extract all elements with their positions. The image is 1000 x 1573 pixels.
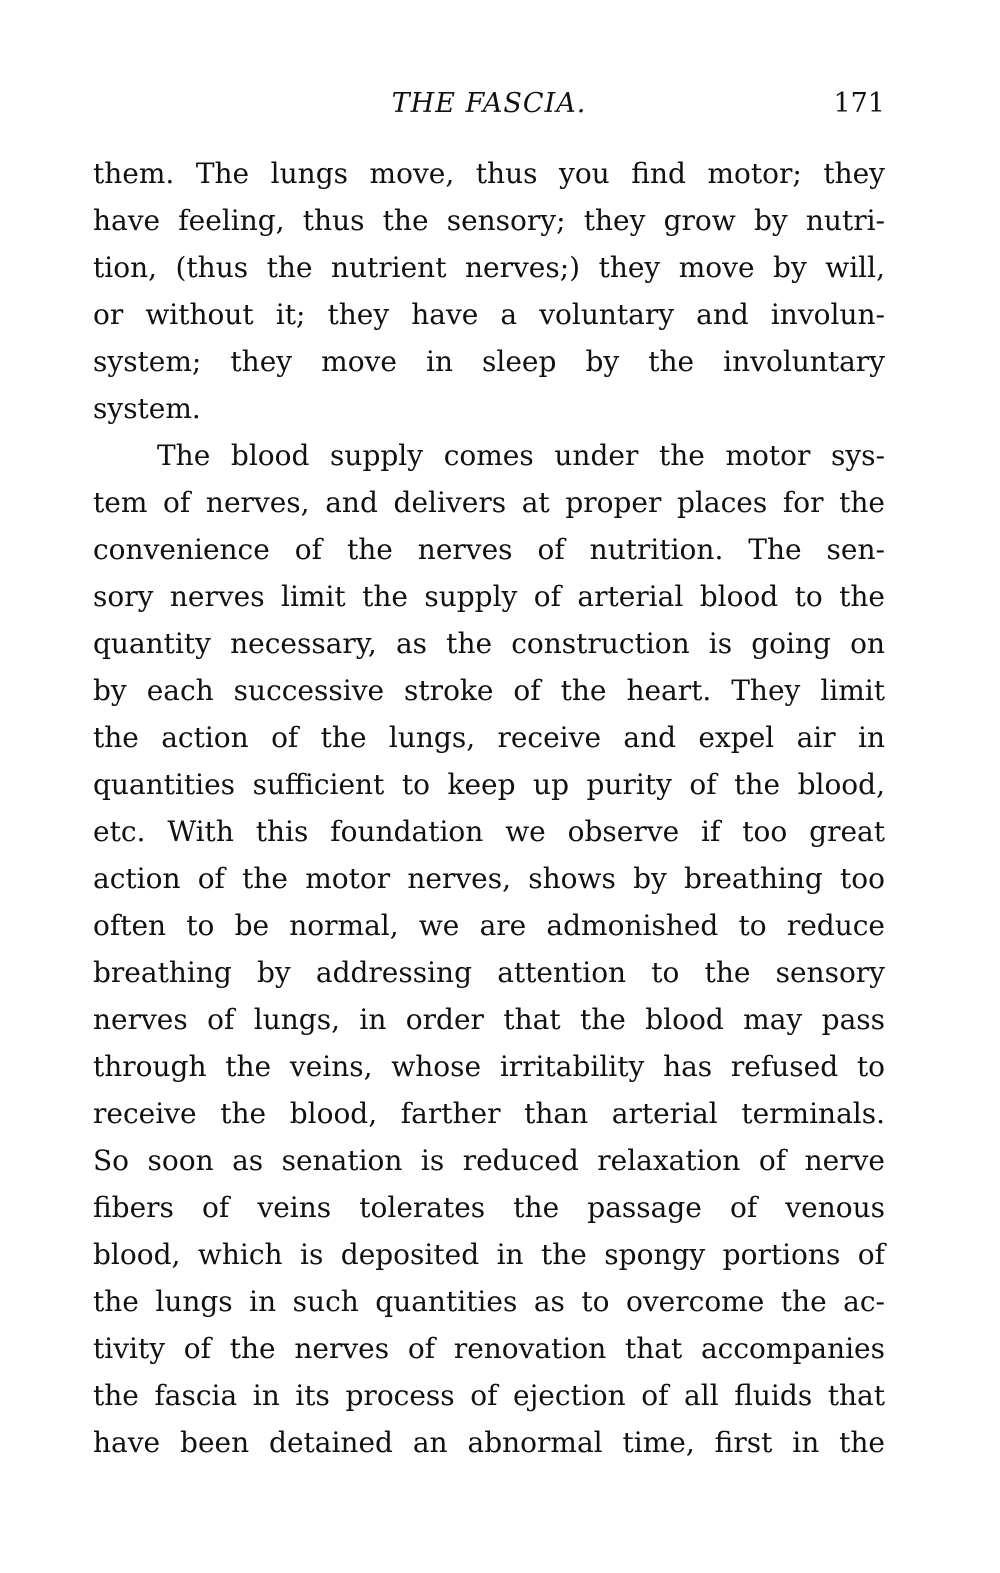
text-line: tion, (thus the nutrient nerves;) they move by will, (93, 251, 885, 284)
text-line: often to be normal, we are admonished to reduce (93, 909, 885, 942)
text-line: blood, which is deposited in the spongy portions of (93, 1238, 885, 1271)
text-line: quantity necessary, as the construction is going on (93, 627, 885, 660)
text-line: have feeling, thus the sensory; they grow by nutri- (93, 204, 885, 237)
text-line: action of the motor nerves, shows by breathing too (93, 862, 885, 895)
text-line: system. (93, 392, 201, 425)
text-line: quantities sufficient to keep up purity of the blood, (93, 768, 885, 801)
paragraph (93, 150, 885, 432)
text-line: the lungs in such quantities as to overcome the ac- (93, 1285, 885, 1318)
running-head (93, 84, 885, 124)
text-line: or without it; they have a voluntary and involun- (93, 298, 885, 331)
text-line: So soon as senation is reduced relaxation of nerve (93, 1144, 885, 1177)
text-line: The blood supply comes under the motor sys- (157, 439, 885, 472)
text-line: through the veins, whose irritability has refused to (93, 1050, 885, 1083)
paragraph (93, 432, 885, 1466)
text-line: fibers of veins tolerates the passage of venous (93, 1191, 885, 1224)
text-line: the action of the lungs, receive and expel air in (93, 721, 885, 754)
body-text (93, 150, 885, 1466)
text-line: tem of nerves, and delivers at proper places for the (93, 486, 885, 519)
text-line: convenience of the nerves of nutrition. The sen- (93, 533, 885, 566)
page-number: 171 (833, 88, 885, 119)
text-line: nerves of lungs, in order that the blood may pass (93, 1003, 885, 1036)
text-line: tivity of the nerves of renovation that accompanies (93, 1332, 885, 1365)
text-line: system; they move in sleep by the involuntary (93, 345, 885, 378)
text-line: breathing by addressing attention to the sensory (93, 956, 885, 989)
text-line: etc. With this foundation we observe if too great (93, 815, 885, 848)
text-line: receive the blood, farther than arterial terminals. (93, 1097, 885, 1130)
text-line: sory nerves limit the supply of arterial blood to the (93, 580, 885, 613)
text-line: by each successive stroke of the heart. They limit (93, 674, 885, 707)
text-line: have been detained an abnormal time, first in the (93, 1426, 885, 1459)
text-line: the fascia in its process of ejection of all fluids that (93, 1379, 885, 1412)
running-title: THE FASCIA. (391, 88, 587, 119)
text-line: them. The lungs move, thus you find motor; they (93, 157, 885, 190)
